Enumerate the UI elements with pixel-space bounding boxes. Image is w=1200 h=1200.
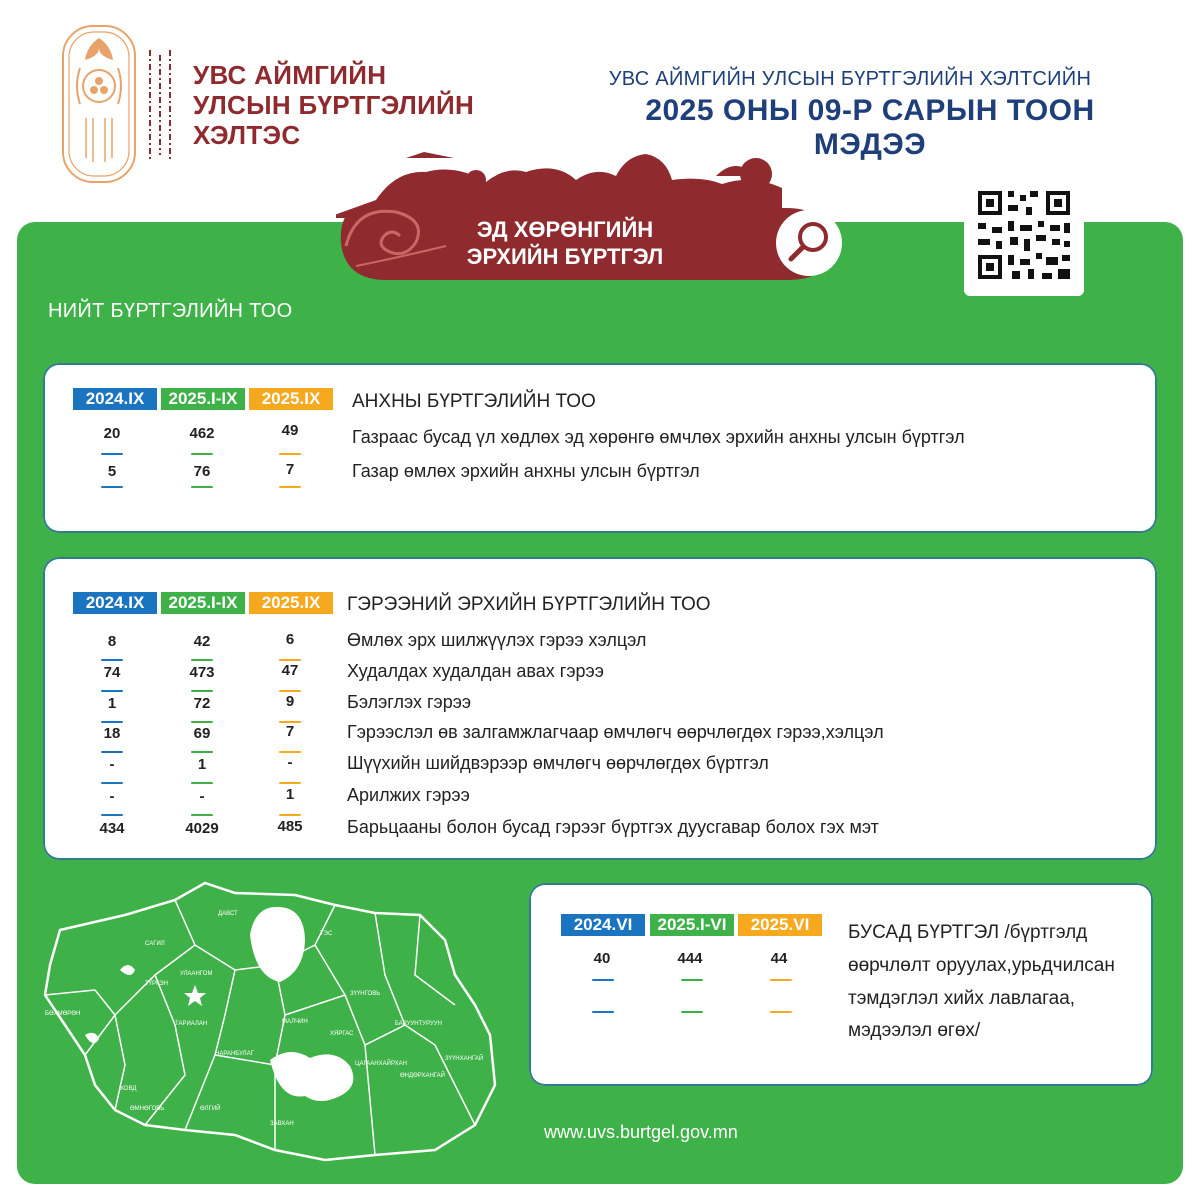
card3-label-line3: тэмдэглэл хийх лавлагаа, [848,988,1076,1009]
card2-row4-label: Гэрээслэл өв залгамжлагчаар өмчлөгч өөрчлөгдөх гэрээ,хэлцэл [347,722,884,742]
card2-row4-2025-cumulative: 69 [193,725,211,742]
card2-row6-label: Арилжих гэрээ [347,785,470,805]
badge-2025-vi: 2025.VI [738,914,822,936]
underline [101,721,123,723]
card2-row5-2024: - [109,756,115,773]
badge-2024-ix: 2024.IX [73,592,157,614]
map-label: ТАРИАЛАН [175,1021,208,1027]
card2-row2-2025-cumulative: 473 [189,664,215,681]
qr-code[interactable] [964,183,1084,296]
department-logo [58,18,140,188]
page-title: 2025 ОНЫ 09-Р САРЫН ТООН МЭДЭЭ [645,94,1095,161]
card3-label-line4: мэдээлэл өгөх/ [848,1020,981,1041]
badge-2025-i-vi: 2025.I-VI [650,914,734,936]
card1-row2-2025-cumulative: 76 [193,463,211,480]
card2-row4-2024: 18 [103,725,121,742]
card3-2025-month: 44 [770,950,788,967]
map-label: БӨХМӨРӨН [45,1011,81,1017]
card2-row6-2025-cumulative: - [199,788,205,805]
underline [279,690,301,692]
org-name-line3: ХЭЛТЭС [193,120,301,150]
badge-2025-i-ix: 2025.I-IX [161,388,245,410]
badge-2025-ix: 2025.IX [249,388,333,410]
mongolian-script-logo [140,45,180,165]
underline [279,814,301,816]
underline [101,453,123,455]
card2-row4-2025-month: 7 [285,723,295,740]
underline [681,1011,703,1013]
card1-row1-label: Газраас бусад үл хөдлөх эд хөрөнгө өмчлөх эрхийн анхны улсын бүртгэл [352,427,965,447]
uvs-province-map [35,875,505,1170]
card2-row7-2025-cumulative: 4029 [185,820,219,837]
card2-row7-label: Барьцааны болон бусад гэрээг бүртгэх дуусгавар болох гэх мэт [347,817,879,837]
card3-2024: 40 [593,950,611,967]
map-label: ЗАВХАН [270,1121,294,1127]
underline [191,814,213,816]
underline [681,979,703,981]
badge-2025-ix: 2025.IX [249,592,333,614]
card2-row3-2025-cumulative: 72 [193,695,211,712]
website-link[interactable]: www.uvs.burtgel.gov.mn [544,1122,738,1142]
underline [101,751,123,753]
underline [191,782,213,784]
underline [191,721,213,723]
card2-heading: ГЭРЭЭНИЙ ЭРХИЙН БҮРТГЭЛИЙН ТОО [347,594,711,615]
card1-heading: АНХНЫ БҮРТГЭЛИЙН ТОО [352,391,596,412]
map-label: НАРАНБУЛАГ [215,1051,254,1057]
map-label: БАРУУНТУРУУН [395,1021,442,1027]
map-label: ДАВСТ [218,911,238,917]
card2-row5-label: Шүүхийн шийдвэрээр өмчлөгч өөрчлөгдөх бүртгэл [347,753,769,773]
card2-row1-2025-month: 6 [285,631,295,648]
underline [191,453,213,455]
subtitle: УВС АЙМГИЙН УЛСЫН БҮРТГЭЛИЙН ХЭЛТСИЙН [608,68,1092,90]
card2-row6-2025-month: 1 [285,786,295,803]
card1-row1-2024: 20 [103,425,121,442]
card3-label-line2: өөрчлөлт оруулах,урьдчилсан [848,955,1115,976]
map-label: УЛААНГОМ [180,971,213,977]
card2-row7-2024: 434 [99,820,125,837]
card2-row3-2024: 1 [107,695,117,712]
map-label: ӨЛГИЙ [200,1106,221,1112]
card1-row2-2024: 5 [107,463,117,480]
card2-row1-2025-cumulative: 42 [193,633,211,650]
underline [191,690,213,692]
card3-label-line1: БУСАД БҮРТГЭЛ /бүртгэлд [848,922,1088,943]
underline [191,486,213,488]
map-label: ЗҮҮНГОВЬ [350,991,381,997]
section-title: НИЙТ БҮРТГЭЛИЙН ТОО [48,300,293,322]
card2-row6-2024: - [109,788,115,805]
underline [191,659,213,661]
map-label: ЗҮҮНХАНГАЙ [445,1056,484,1062]
org-name-line2: УЛСЫН БҮРТГЭЛИЙН [193,90,475,120]
underline [279,659,301,661]
card2-row3-2025-month: 9 [285,693,295,710]
underline [101,659,123,661]
map-label: ТҮРГЭН [145,981,168,987]
map-label: ХЯРГАС [330,1031,354,1037]
map-label: ТЭС [320,931,333,937]
underline [279,751,301,753]
underline [101,690,123,692]
banner-title-line2: ЭРХИЙН БҮРТГЭЛ [466,244,664,269]
card1-row1-2025-month: 49 [281,422,299,439]
map-label: ӨНДӨРХАНГАЙ [400,1073,445,1079]
card2-row1-label: Өмлөх эрх шилжүүлэх гэрээ хэлцэл [347,630,647,650]
card1-row2-label: Газар өмлөх эрхийн анхны улсын бүртгэл [352,461,700,481]
card1-row1-2025-cumulative: 462 [189,425,215,442]
badge-2024-ix: 2024.IX [73,388,157,410]
org-name-line1: УВС АЙМГИЙН [193,60,387,90]
card3-2025-cumulative: 444 [677,950,703,967]
map-label: МАЛЧИН [282,1019,308,1025]
underline [279,782,301,784]
card2-row7-2025-month: 485 [277,818,303,835]
badge-2024-vi: 2024.VI [561,914,645,936]
card2-row2-2025-month: 47 [281,662,299,679]
banner-title-line1: ЭД ХӨРӨНГИЙН [476,217,654,242]
underline [770,1011,792,1013]
underline [191,751,213,753]
underline [101,814,123,816]
card2-row2-label: Худалдах худалдан авах гэрээ [347,661,604,681]
card2-row1-2024: 8 [107,633,117,650]
map-label: ӨМНӨГОВЬ [130,1106,165,1112]
badge-2025-i-ix: 2025.I-IX [161,592,245,614]
map-label: ЦАГААНХАЙРХАН [355,1061,408,1067]
card2-row3-label: Бэлэглэх гэрээ [347,692,472,712]
card2-row5-2025-month: - [287,754,293,771]
underline [101,486,123,488]
map-label: САГИЛ [145,941,165,947]
underline [592,979,614,981]
underline [279,486,301,488]
underline [101,782,123,784]
underline [770,979,792,981]
underline [279,453,301,455]
underline [592,1011,614,1013]
magnifier-icon [774,208,844,278]
card2-row2-2024: 74 [103,664,121,681]
card1-row2-2025-month: 7 [285,461,295,478]
card2-row5-2025-cumulative: 1 [197,756,207,773]
map-label: ХОВД [120,1086,137,1092]
